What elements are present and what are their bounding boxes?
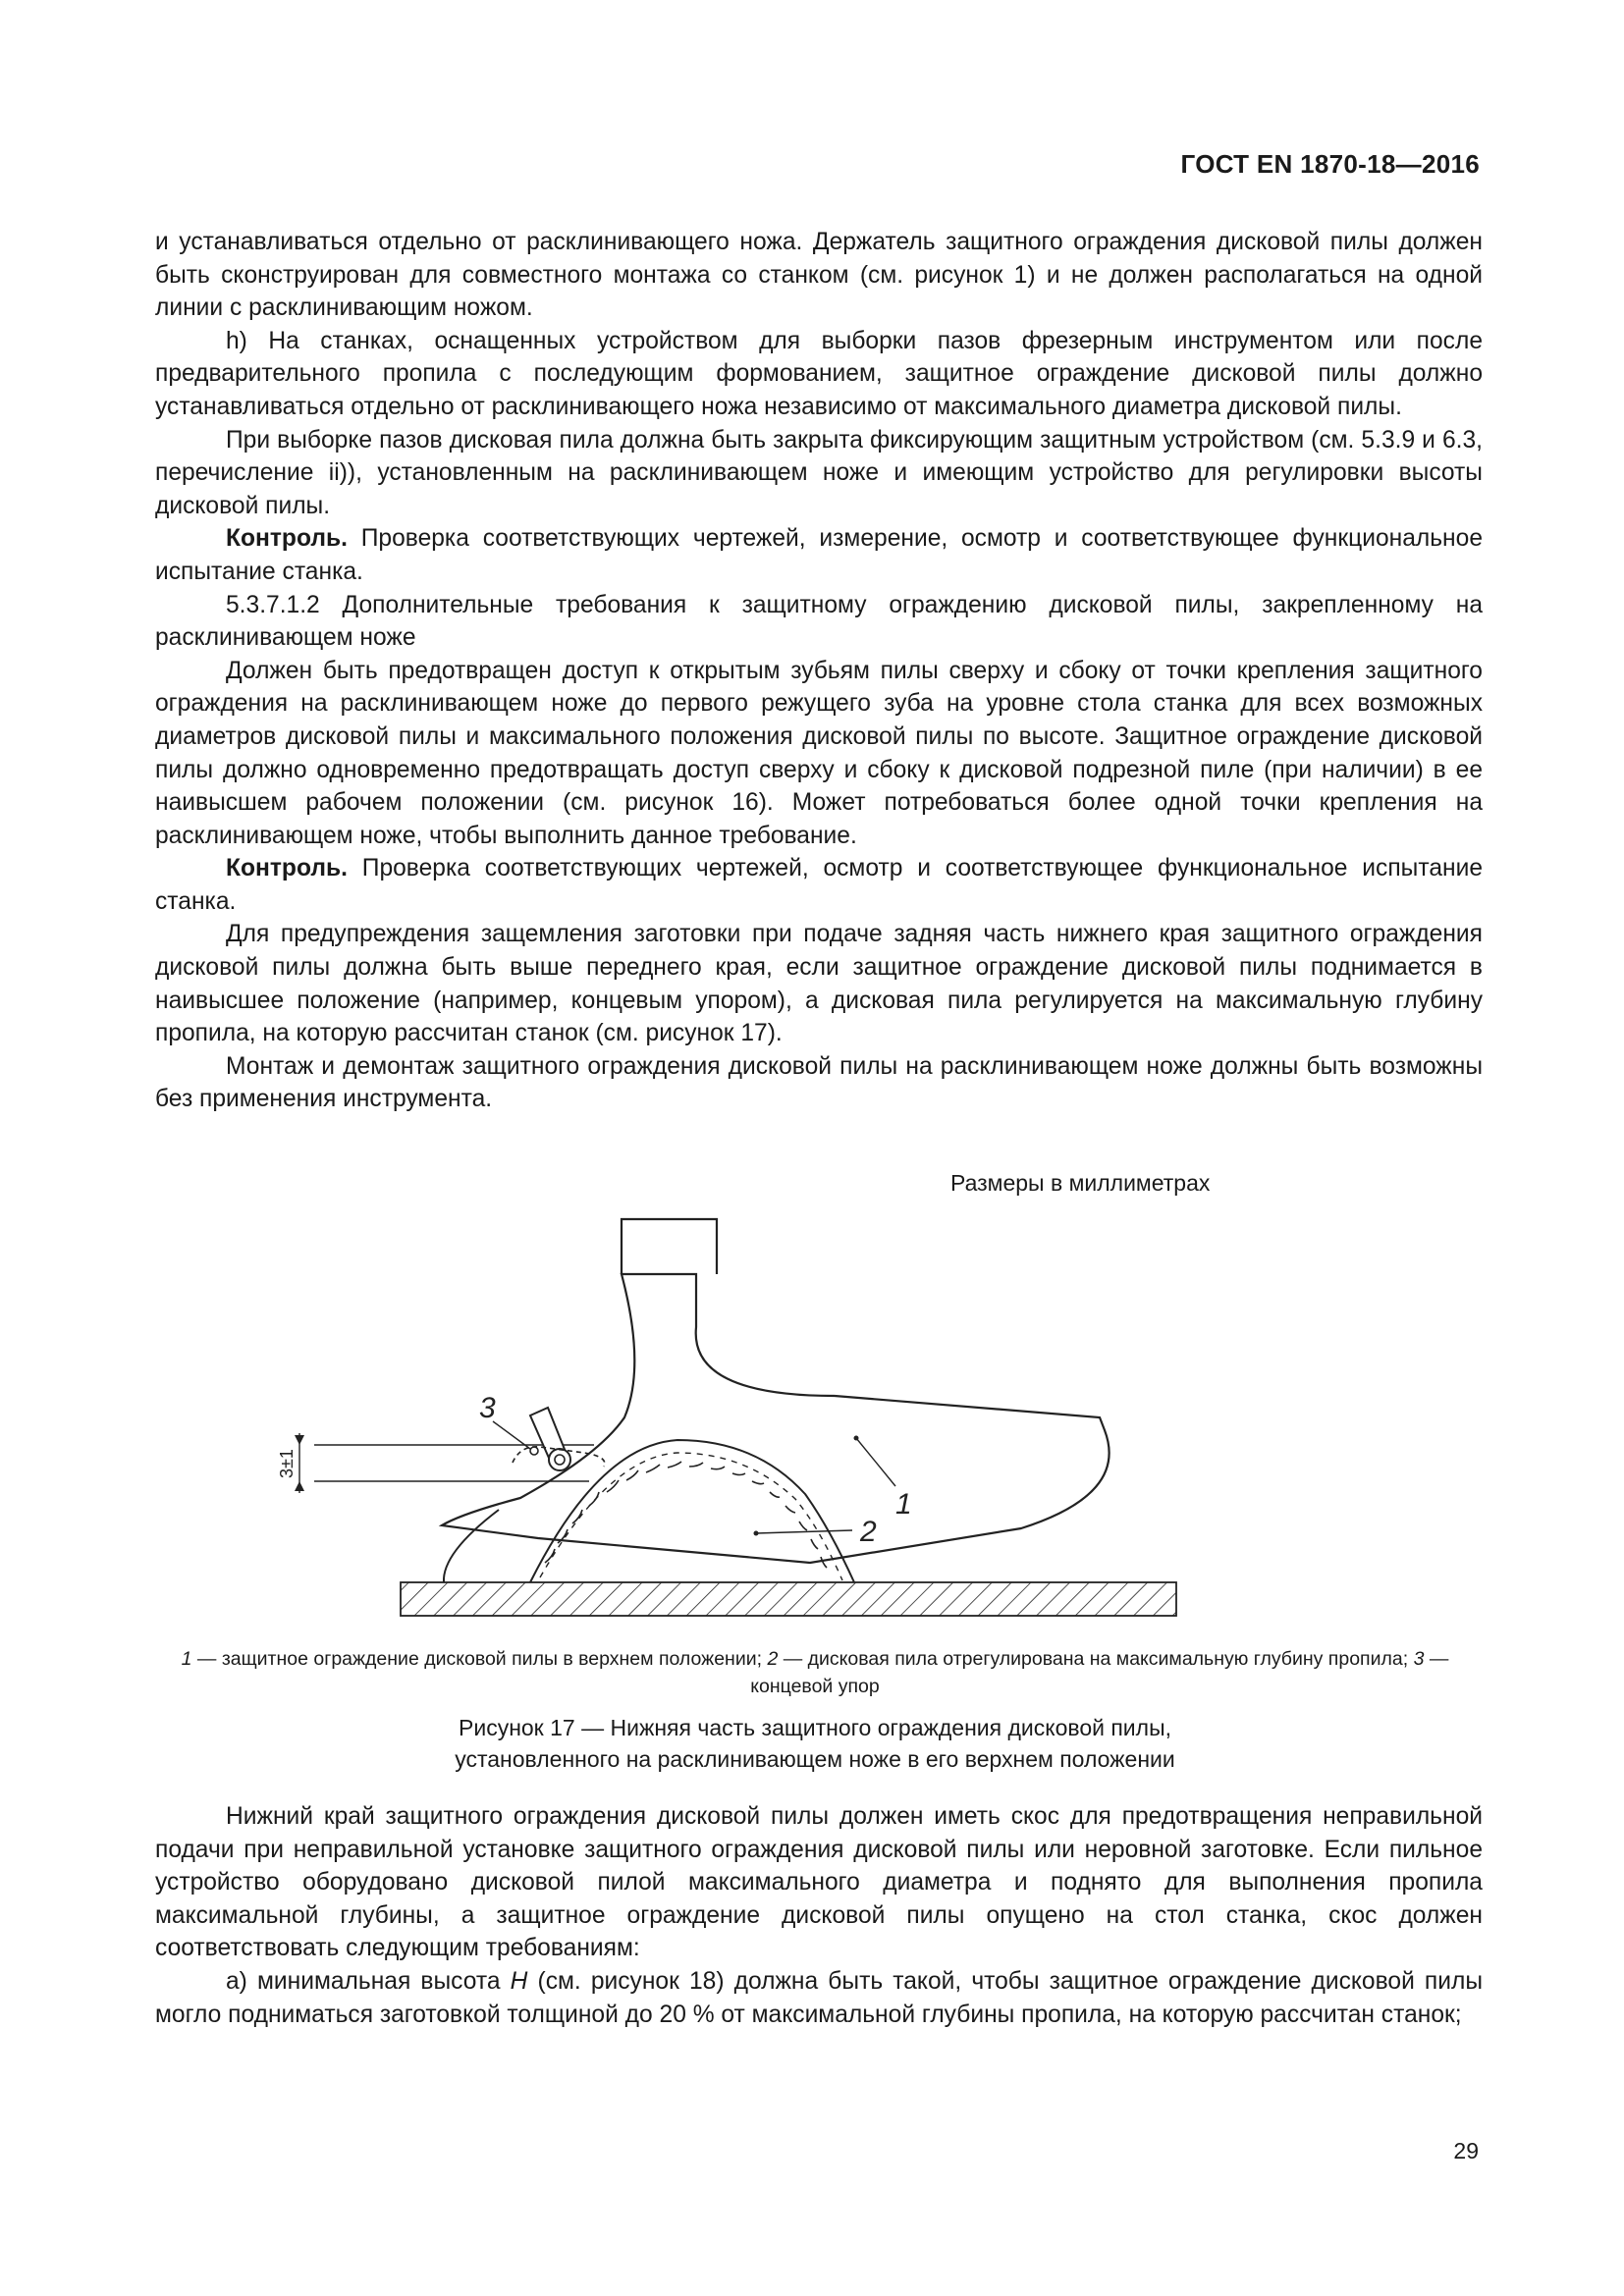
- paragraph: 5.3.7.1.2 Дополнительные требования к защитному ограждению дисковой пилы, закрепленному на расклинивающем ноже: [155, 591, 1483, 652]
- figure-legend: [147, 1645, 1483, 1700]
- paragraph: и устанавливаться отдельно от расклинивающего ножа. Держатель защитного ограждения дисковой пилы должен быть сконструирован для совместного монтажа со станком (см. рисунок 1) и не должен располагаться на одной линии с расклинивающим ножом.: [155, 229, 1483, 322]
- legend-text: — дисковая пила отрегулирована на максимальную глубину пропила;: [778, 1648, 1414, 1670]
- callout-3: 3: [479, 1392, 496, 1424]
- callout-2: 2: [860, 1516, 877, 1548]
- legend-text: — концевой упор: [750, 1648, 1449, 1697]
- caption-line: Рисунок 17 — Нижняя часть защитного ограждения дисковой пилы,: [459, 1715, 1171, 1740]
- paragraph-text: Проверка соответствующих чертежей, осмотр и соответствующее функциональное испытание станка.: [155, 855, 1483, 915]
- legend-number: 2: [767, 1648, 779, 1670]
- units-note: Размеры в миллиметрах: [950, 1170, 1211, 1196]
- symbol-h: H: [510, 1967, 528, 1995]
- control-label: Контроль.: [226, 855, 348, 882]
- figure-17-drawing: [277, 1200, 1188, 1631]
- paragraph: [155, 852, 1483, 918]
- paragraph: Должен быть предотвращен доступ к открытым зубьям пилы сверху и сбоку от точки крепления защитного ограждения на расклинивающем ноже до первого режущего зуба на уровне стола станка для всех возможных диаметров дисковой пилы и максимального положения дисковой пилы по высоте. Защитное ограждение дисковой пилы должно одновременно предотвращать доступ сверху и сбоку к дисковой подрезной пиле (при наличии) в ее наивысшем рабочем положении (см. рисунок 16). Может потребоваться более одной точки крепления на расклинивающем ноже, чтобы выполнить данное требование.: [155, 657, 1483, 849]
- body-text-bottom: [155, 1800, 1483, 2031]
- legend-number: 3: [1413, 1648, 1425, 1670]
- dimension-label: 3±1: [277, 1449, 297, 1478]
- paragraph: [155, 522, 1483, 588]
- paragraph: При выборке пазов дисковая пила должна быть закрыта фиксирующим защитным устройством (см. 5.3.9 и 6.3, перечисление ii)), установленным на расклинивающем ноже и имеющим устройство для регулировки высоты дисковой пилы.: [155, 426, 1483, 519]
- document-code-header: ГОСТ EN 1870-18—2016: [1180, 149, 1480, 179]
- paragraph: Нижний край защитного ограждения дисковой пилы должен иметь скос для предотвращения неправильной подачи при неправильной установке защитного ограждения дисковой пилы или неровной заготовке. Если пильное устройство оборудовано дисковой пилой максимального диаметра и поднято для выполнения пропила максимальной глубины, а защитное ограждение дисковой пилы опущено на стол станка, скос должен соответствовать следующим требованиям:: [155, 1803, 1483, 1962]
- paragraph: Монтаж и демонтаж защитного ограждения дисковой пилы на расклинивающем ноже должны быть возможны без применения инструмента.: [155, 1052, 1483, 1113]
- legend-number: 1: [181, 1648, 192, 1670]
- paragraph-text: (см. рисунок 18) должна быть такой, чтобы защитное ограждение дисковой пилы могло подниматься заготовкой толщиной до 20 % от максимальной глубины пропила, на которую рассчитан станок;: [155, 1967, 1484, 2028]
- control-label: Контроль.: [226, 525, 348, 553]
- paragraph: h) На станках, оснащенных устройством для выборки пазов фрезерным инструментом или после предварительного пропила с последующим формованием, защитное ограждение дисковой пилы должно устанавливаться отдельно от расклинивающего ножа независимо от максимального диаметра дисковой пилы.: [155, 327, 1483, 420]
- paragraph-text: Проверка соответствующих чертежей, измерение, осмотр и соответствующее функциональное испытание станка.: [155, 525, 1483, 585]
- callout-1: 1: [895, 1488, 912, 1521]
- paragraph: Для предупреждения защемления заготовки при подаче задняя часть нижнего края защитного ограждения дисковой пилы должна быть выше переднего края, если защитное ограждение дисковой пилы поднимается в наивысшее положение (например, концевым упором), а дисковая пила регулируется на максимальную глубину пропила, на которую рассчитан станок (см. рисунок 17).: [155, 921, 1483, 1047]
- paragraph-text: а) минимальная высота: [226, 1967, 511, 1995]
- legend-text: — защитное ограждение дисковой пилы в верхнем положении;: [191, 1648, 768, 1670]
- caption-line: установленного на расклинивающем ноже в его верхнем положении: [455, 1746, 1175, 1772]
- page-number: 29: [1453, 2138, 1479, 2163]
- figure-caption: [147, 1712, 1483, 1775]
- paragraph: [155, 1965, 1483, 2031]
- machine-table: [401, 1582, 1176, 1616]
- end-stop: [513, 1408, 605, 1470]
- body-text-top: [155, 226, 1483, 1116]
